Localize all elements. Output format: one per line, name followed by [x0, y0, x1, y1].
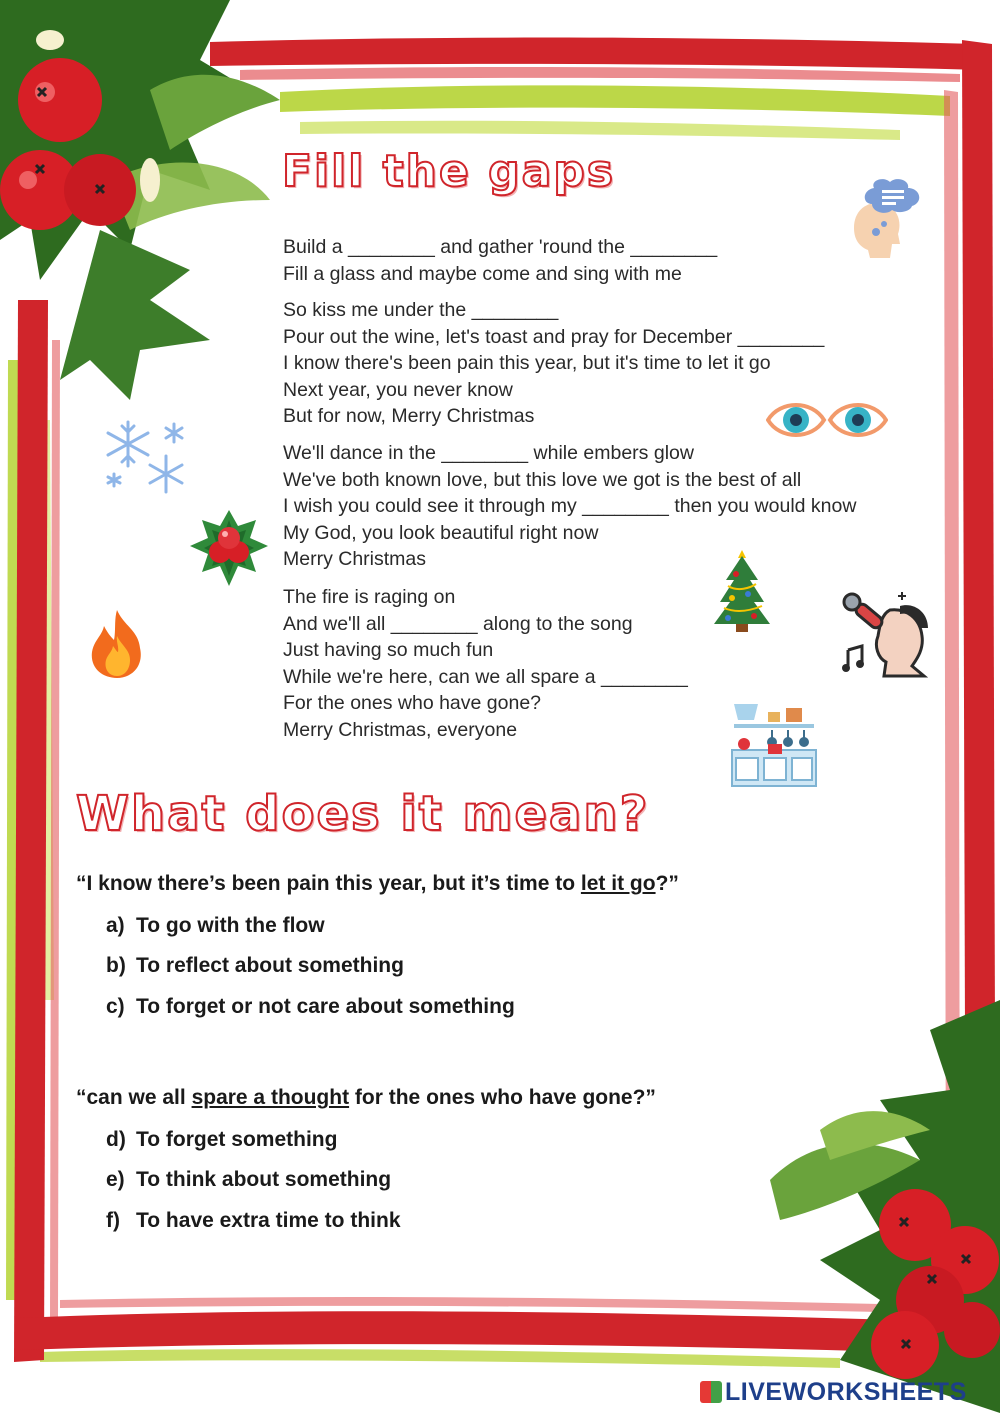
option-d[interactable] [106, 1128, 337, 1152]
lyric-line: While we're here, can we all spare a ________ [283, 665, 688, 688]
question-2-phrase: spare a thought [191, 1086, 350, 1109]
thinking-head-icon [840, 178, 930, 268]
fill-the-gaps-heading: Fill the gaps [282, 146, 616, 197]
option-e[interactable] [106, 1168, 391, 1192]
lyric-line: My God, you look beautiful right now [283, 521, 599, 544]
option-text: To have extra time to think [136, 1209, 401, 1232]
liveworksheets-logo [700, 1378, 967, 1407]
option-text: To forget or not care about something [136, 995, 515, 1018]
holly-icon [186, 506, 272, 592]
question-2-text-before: “can we all [76, 1086, 192, 1109]
lyric-line: We'll dance in the ________ while embers glow [283, 442, 694, 464]
lyrics-stanza-4 [283, 584, 688, 744]
snowflake-icon [100, 416, 190, 496]
lyric-line: So kiss me under the ________ [283, 299, 559, 321]
lyric-line: Next year, you never know [283, 378, 513, 401]
lyric-line: And we'll all ________ along to the song [283, 612, 633, 635]
lyrics-stanza-2 [283, 297, 824, 430]
option-b[interactable] [106, 954, 404, 978]
christmas-tree-icon [710, 546, 774, 634]
option-letter: d) [106, 1128, 126, 1151]
option-c[interactable] [106, 995, 515, 1019]
question-1-text-before: “I know there’s been pain this year, but it’s time to [76, 872, 581, 895]
kitchen-icon [728, 700, 820, 790]
option-letter: f) [106, 1209, 120, 1232]
option-letter: e) [106, 1168, 125, 1191]
option-letter: b) [106, 954, 126, 977]
question-2-text-after: for the ones who have gone?” [349, 1086, 656, 1109]
eyes-icon [766, 394, 888, 446]
liveworksheets-logo-icon [700, 1381, 722, 1403]
lyric-line: For the ones who have gone? [283, 692, 542, 715]
liveworksheets-logo-text: LIVEWORKSHEETS [725, 1378, 967, 1406]
question-1-text-after: ?” [655, 872, 679, 895]
lyric-line: I know there's been pain this year, but it's time to let it go [283, 352, 771, 375]
question-1-phrase: let it go [580, 872, 656, 895]
lyric-line: We've both known love, but this love we got is the best of all [283, 468, 802, 491]
fire-icon [86, 608, 148, 680]
option-f[interactable] [106, 1209, 401, 1233]
lyric-line: Merry Christmas, everyone [283, 718, 518, 741]
lyric-line: But for now, Merry Christmas [283, 405, 535, 428]
lyric-line: Pour out the wine, let's toast and pray for December ________ [283, 325, 825, 348]
option-letter: a) [106, 914, 125, 937]
option-text: To reflect about something [136, 954, 404, 977]
lyric-line: The fire is raging on [283, 586, 456, 608]
what-does-it-mean-heading: What does it mean? [76, 786, 650, 842]
lyric-line: Build a ________ and gather 'round the ________ [283, 236, 718, 258]
lyric-line: Fill a glass and maybe come and sing with me [283, 262, 682, 285]
lyric-line: Just having so much fun [283, 639, 494, 662]
singer-icon [840, 588, 932, 678]
lyric-line: I wish you could see it through my ________ then you would know [283, 495, 857, 518]
lyric-line: Merry Christmas [283, 548, 427, 571]
question-1 [76, 872, 679, 896]
option-a[interactable] [106, 914, 325, 938]
lyrics-stanza-1 [283, 234, 717, 287]
option-text: To forget something [136, 1128, 338, 1151]
option-text: To go with the flow [136, 914, 325, 937]
option-text: To think about something [136, 1168, 392, 1191]
option-letter: c) [106, 995, 125, 1018]
question-2 [76, 1086, 656, 1110]
